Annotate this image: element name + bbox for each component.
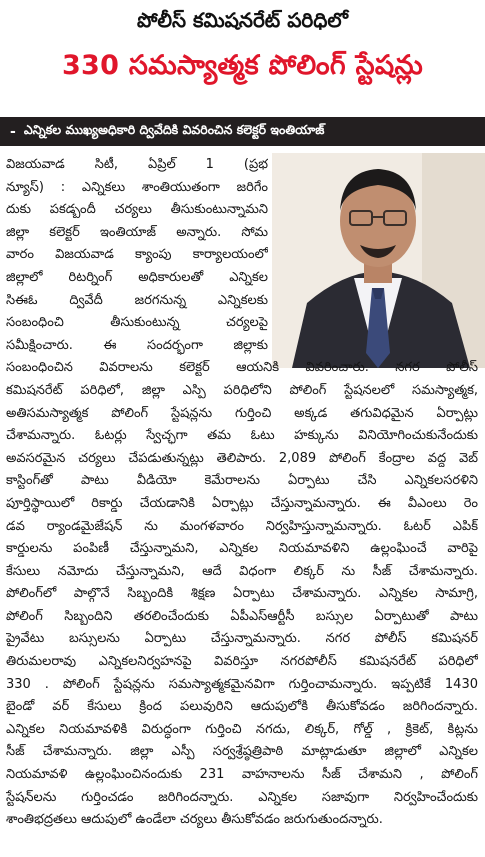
body-line: జిల్లాలో రిటర్నింగ్ అధికారులతో ఎన్నికల [6, 269, 268, 285]
subheadline-bar [0, 117, 485, 146]
body-line: కేసులు నమోదు చేస్తున్నామని, ఆదే విధంగా లిక్కర్ ను సీజ్ చేశామన్నారు. [6, 563, 478, 579]
body-line: డవ ర్యాండమైజేషన్ ను మంగళవారం నిర్వహిస్తున్నామన్నారు. ఓటర్ ఎపిక్ [6, 518, 478, 534]
body-line: పోలింగ్‌లో పాల్గొనే సిబ్బందికి శిక్షణ ఏర్పాటు చేశామన్నారు. ఎన్నికల సామాగ్రి, [6, 586, 478, 602]
body-line: సమీక్షించారు. ఈ సందర్భంగా జిల్లాకు [6, 337, 268, 353]
body-line: కమిషనరేట్ పరిధిలో, జిల్లా ఎస్పి పరిధిలోని పోలింగ్ స్టేషనలలో సమస్యాత్మక, [6, 382, 478, 398]
body-line: స్టేషన్‌లను గుర్తించడం జరిగిందన్నారు. ఎన్నికల సజావుగా నిర్వహించేందుకు [6, 789, 478, 805]
body-line: సిఈఓ ద్వివేదీ జరగనున్న ఎన్నికలకు [6, 292, 268, 308]
bullet-dash-icon: - [10, 123, 16, 140]
body-line: వారం విజయవాడ క్యాంపు కార్యాలయంలో [6, 247, 268, 263]
body-line: దుకు పకడ్బందీ చర్యలు తీసుకుంటున్నామని [6, 202, 268, 218]
body-line: నియమావళి ఉల్లంఘించినందుకు 231 వాహనాలను సీజ్ చేశామని , పోలింగ్ [6, 767, 478, 783]
body-line: పూర్తిస్థాయిలో రికార్డు చేయడానికి ఏర్పాట్లు చేస్తున్నామన్నారు. ఈ వీఎంలు రెం [6, 495, 478, 511]
subheadline: ఎన్నికల ముఖ్యఅధికారి ద్వివేదికి వివరించిన కలెక్టర్ ఇంతియాజ్ [23, 122, 325, 137]
kicker-headline: పోలీస్ కమిషనరేట్ పరిధిలో [137, 8, 348, 32]
article-paragraph [6, 154, 478, 832]
body-line: తిరుమలరావు ఎన్నికలనిర్వహనపై వివరిస్తూ నగరపోలీస్ కమిషనరేట్ పరిధిలో [6, 654, 478, 670]
body-line: విజయవాడ సిటీ, ఏప్రిల్ 1 (ప్రభ [6, 157, 268, 172]
body-line: సంబంధించిన వివరాలను కలెక్టర్ ఆయనికి వివరించారు. నగర పోలీస్ [6, 360, 478, 376]
body-line: ఎన్నికల నియమావళికి విరుద్ధంగా గుర్తించి నగదు, లిక్కర్, గోల్డ్ , క్రికెట్, కిట్లను [6, 721, 478, 737]
body-line: సీజ్ చేశామన్నారు. జిల్లా ఎస్పీ సర్వశ్రేష్ఠత్రిపాఠి మాట్లాడుతూ జిల్లాలో ఎన్నికల [6, 744, 478, 760]
body-line: జిల్లా కలెక్టర్ ఇంతియాజ్ అన్నారు. సోమ [6, 224, 268, 240]
body-line: ప్రైవేటు బస్సులను ఏర్పాటు చేస్తున్నామన్నారు. నగర పోలీస్ కమిషనర్ [6, 631, 478, 647]
body-line: 330 . పోలింగ్ స్టేషన్లను సమస్యాత్మకమైనవిగా గుర్తించామన్నారు. ఇప్పటికే 1430 [6, 676, 478, 692]
body-line: అతిసమస్యాత్మక పోలింగ్ స్టేషన్లను గుర్తించి అక్కడ తగువిధమైన ఏర్పాట్లు [6, 405, 478, 421]
body-line: సంబంధించి తీసుకుంటున్న చర్యలపై [6, 315, 268, 331]
body-line: చేశామన్నారు. ఓటర్లు స్వేచ్ఛగా తమ ఓటు హక్కును వినియోగించుకునేందుకు [6, 428, 478, 444]
body-line: అవసరమైన చర్యలు చేపడుతున్నట్లు తెలిపారు. 2,089 పోలింగ్ కేంద్రాల వద్ద వెబ్ [6, 450, 478, 466]
body-line: బైండో వర్ కేసులు క్రింద పలువురిని ఆదుపులోకి తీసుకోవడం జరిగిందన్నారు. [6, 699, 478, 715]
body-line: కాస్టింగ్‌తో పాటు వీడియో కెమేరాలను ఏర్పాటు చేసి ఎన్నికలసరళిని [6, 473, 478, 489]
body-line: శాంతిభద్రతలు ఆదుపులో ఉండేలా చర్యలు తీసుకోవడం జరుగుతుందన్నారు. [6, 812, 383, 828]
body-line: పోలింగ్ సిబ్బందిని తరలించేందుకు ఏపీఎస్ఆర్టీసీ బస్సుల ఏర్పాటుతో పాటు [6, 608, 478, 624]
main-headline: 330 సమస్యాత్మక పోలింగ్ స్టేషన్లు [61, 50, 424, 81]
body-line: కార్డులను పంపిణీ చేస్తున్నామని, ఎన్నికల నియమావళిని ఉల్లంఘించే వారిపై [6, 541, 478, 557]
article-body [6, 154, 478, 832]
body-line: న్యూస్) : ఎన్నికలు శాంతియుతంగా జరిగేం [6, 179, 268, 195]
